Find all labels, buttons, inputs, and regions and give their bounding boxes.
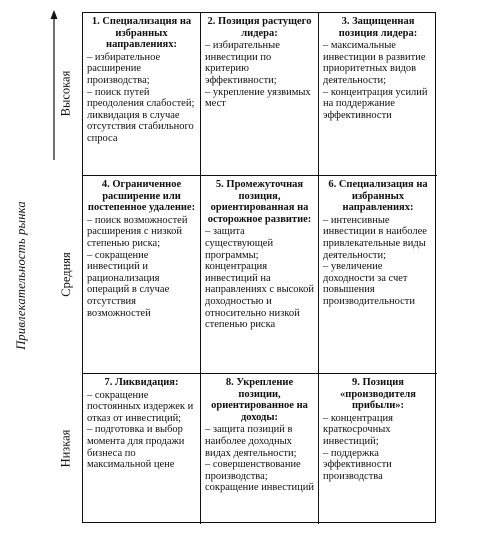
cell-body: – защита существующей программы; концентрация инвестиций на направлениях с высокой доходностью и относительно низкой степенью риска xyxy=(205,226,314,331)
axis-title-text: Привлекательность рынка xyxy=(13,200,28,350)
cell-body: – избирательное расширение производства; – поиск путей преодоления слабостей; ликвидация в случае отсутствия стабильного спроса xyxy=(87,51,195,144)
row-label-high: Высокая xyxy=(58,70,73,117)
matrix-cell-8 xyxy=(201,374,319,524)
matrix-cell-2 xyxy=(201,13,319,176)
cell-title: 7. Ликвидация: xyxy=(104,377,179,388)
axis-title xyxy=(12,125,30,425)
cell-body: – поиск возможностей расширения с низкой степенью риска; – сокращение инвестиций и рационализация операций в случае отсутствия возможностей xyxy=(87,214,188,319)
cell-body: – концентрация краткосрочных инвестиций; – поддержка эффективности производства xyxy=(323,412,393,482)
matrix-cell-9 xyxy=(319,374,437,524)
cell-title: 6. Специализация на избранных направлениях: xyxy=(328,179,428,214)
cell-title: 4. Ограниченное расширение или постепенное удаление: xyxy=(87,179,196,214)
cell-body: – интенсивные инвестиции в наиболее привлекательные виды деятельности; – увеличение доходности за счет повышения производительности xyxy=(323,214,427,307)
cell-title: 9. Позиция «производителя прибыли»: xyxy=(340,377,416,412)
cell-title: 5. Промежуточная позиция, ориентированная на осторожное развитие: xyxy=(207,179,312,225)
cell-title: 1. Специализация на избранных направлениях: xyxy=(91,16,192,51)
cell-title: 3. Защищенная позиция лидера: xyxy=(338,16,418,39)
matrix-cell-1 xyxy=(83,13,201,176)
matrix-cell-4 xyxy=(83,176,201,374)
strategy-matrix xyxy=(82,12,436,523)
cell-body: – максимальные инвестиции в развитие приоритетных видов деятельности; – концентрация усилий на поддержание эффективности xyxy=(323,40,428,121)
cell-body: – защита позиций в наиболее доходных видах деятельности; – совершенствование производства; сокращение инвестиций xyxy=(205,424,314,494)
matrix-cell-7 xyxy=(83,374,201,524)
matrix-cell-6 xyxy=(319,176,437,374)
matrix-cell-3 xyxy=(319,13,437,176)
cell-body: – избирательные инвестиции по критерию эффективности; – укрепление уязвимых мест xyxy=(205,40,311,110)
cell-body: – сокращение постоянных издержек и отказ от инвестиций; – подготовка и выбор момента для продажи бизнеса по максимальной цене xyxy=(87,389,194,471)
row-label-low: Низкая xyxy=(58,429,73,467)
cell-title: 8. Укрепление позиции, ориентированное на доходы: xyxy=(211,377,308,423)
matrix-cell-5 xyxy=(201,176,319,374)
cell-title: 2. Позиция растущего лидера: xyxy=(207,16,312,39)
row-label-medium: Средняя xyxy=(58,251,73,297)
